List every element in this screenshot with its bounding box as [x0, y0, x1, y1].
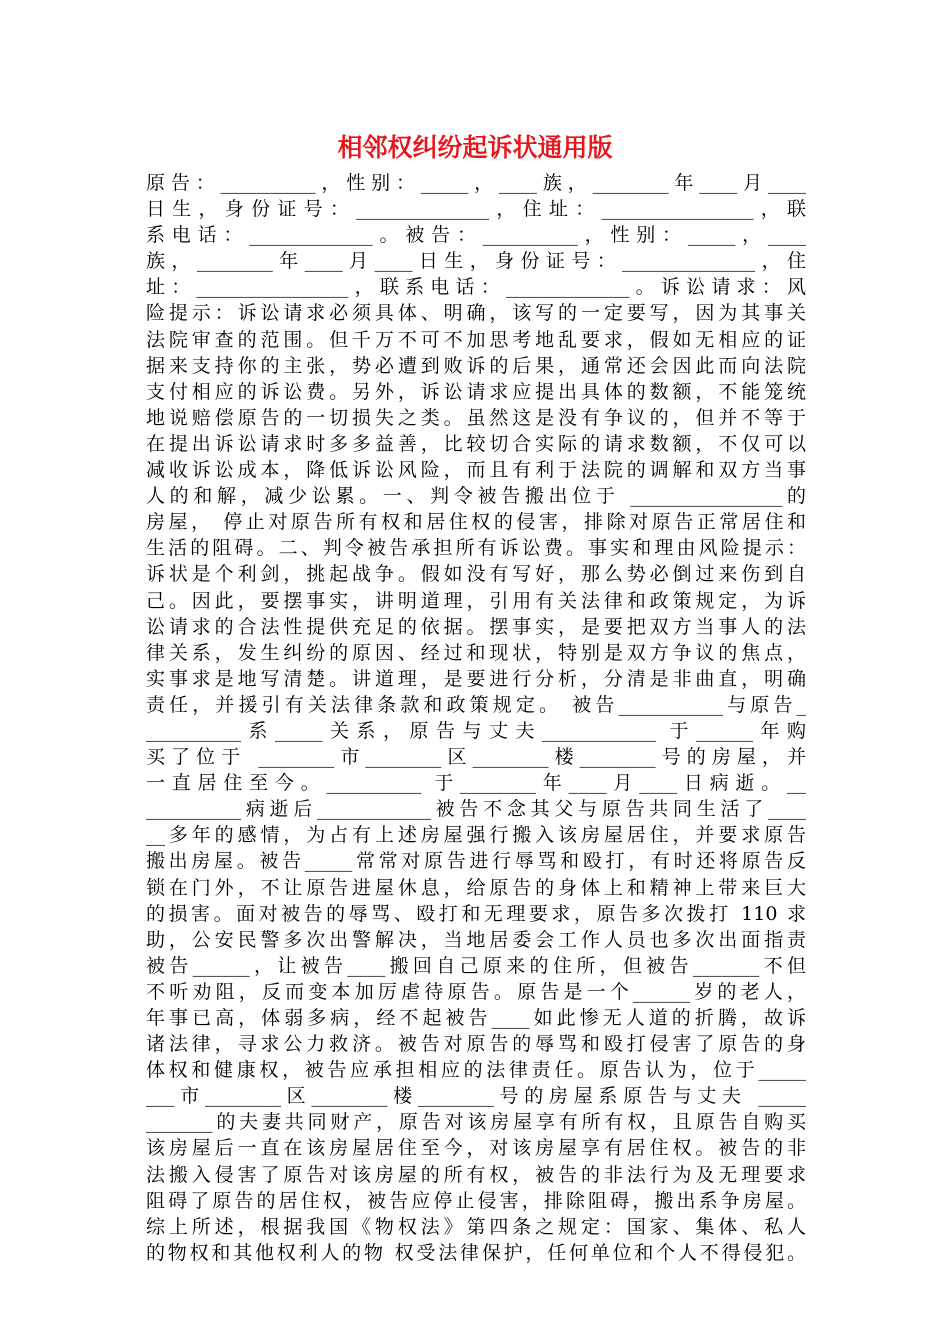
body-line: 年事已高，体弱多病，经不起被告____如此惨无人道的折腾，故诉 [146, 1007, 806, 1029]
body-line: 搬出房屋。被告_____常常对原告进行辱骂和殴打，有时还将原告反 [146, 850, 806, 873]
body-line: 的物权和其他权利人的物 权受法律保护，任何单位和个人不得侵犯。 [146, 1241, 806, 1264]
body-line: 讼请求的合法性提供充足的依据。摆事实，是要把双方当事人的法 [146, 615, 806, 638]
body-line: 房屋， 停止对原告所有权和居住权的侵害，排除对原告正常居住和 [146, 511, 806, 534]
body-line: __________系_____关系，原告与丈夫____________ 于______年购 [146, 719, 806, 742]
body-line: 址：________________，联系电话：_____________。诉讼请求：风 [146, 276, 806, 299]
body-line: 法院审查的范围。但千万不可不加思考地乱要求，假如无相应的证 [146, 328, 806, 351]
body-line: 支付相应的诉讼费。另外，诉讼请求应提出具体的数额，不能笼统 [146, 380, 806, 403]
body-line: 律关系，发生纠纷的原因、经过和现状，特别是双方争议的焦点， [146, 641, 806, 664]
body-line: __多年的感情，为占有上述房屋强行搬入该房屋居住，并要求原告 [146, 824, 806, 847]
body-line: 不听劝阻，反而变本加厉虐待原告。原告是一个______岁的老人， [146, 980, 806, 1003]
body-line: __________病逝后____________被告不念其父与原告共同生活了____ [146, 798, 806, 821]
body-line: 实事求是地写清楚。讲道理，是要进行分析，分清是非曲直，明确 [146, 667, 806, 690]
body-line: 人的和解，减少讼累。一、判令被告搬出位于 ________________的 [146, 485, 806, 508]
body-line: 被告______，让被告____搬回自己原来的住所，但被告_______不但 [146, 954, 806, 977]
body-line: 族，________年____月____日生，身份证号：______________，住 [146, 250, 806, 273]
body-line: 锁在门外，不让原告进屋休息，给原告的身体上和精神上带来巨大 [146, 876, 806, 899]
body-line: 原告：__________，性别：_____，____族，________年____月____ [146, 172, 806, 194]
body-line: 险提示：诉讼请求必须具体、明确，该写的一定要写，因为其事关 [146, 302, 806, 325]
body-line: 体权和健康权，被告应承担相应的法律责任。原告认为，位于_____ [146, 1059, 806, 1082]
body-line: 生活的阻碍。二、判令被告承担所有诉讼费。事实和理由风险提示： [146, 537, 806, 560]
body-line: 减收诉讼成本，降低诉讼风险，而且有利于法院的调解和双方当事 [146, 459, 806, 482]
body-line: 责任，并援引有关法律条款和政策规定。 被告___________与原告_ [146, 693, 806, 716]
body-line: ___市________区________楼________号的房屋系原告与丈夫 _____ [146, 1085, 806, 1108]
body-line: 系电话：_____________。被告：__________，性别：_____，____ [146, 224, 806, 247]
body-line: 地说赔偿原告的一切损失之类。虽然这是没有争议的，但并不等于 [146, 406, 806, 429]
body-line: _______的夫妻共同财产，原告对该房屋享有所有权，且原告自购买 [146, 1111, 806, 1134]
body-line: 阻碍了原告的居住权，被告应停止侵害，排除阻碍，搬出系争房屋。 [146, 1189, 806, 1212]
body-line: 诸法律，寻求公力救济。被告对原告的辱骂和殴打侵害了原告的身 [146, 1033, 806, 1056]
body-line: 的损害。面对被告的辱骂、殴打和无理要求，原告多次拨打 110 求 [146, 902, 806, 925]
body-line: 一直居住至今。__________ 于________年____月____日病逝。__ [146, 772, 806, 795]
body-line: 助，公安民警多次出警解决，当地居委会工作人员也多次出面指责 [146, 928, 806, 951]
document-title: 相邻权纠纷起诉状通用版 [337, 133, 613, 162]
body-line: 诉状是个利剑，挑起战争。假如没有写好，那么势必倒过来伤到自 [146, 563, 806, 586]
body-line: 在提出诉讼请求时多多益善，比较切合实际的请求数额，不仅可以 [146, 432, 806, 455]
body-line: 该房屋后一直在该房屋居住至今，对该房屋享有居住权。被告的非 [146, 1137, 806, 1160]
document-body [146, 170, 806, 1266]
body-line: 己。因此，要摆事实，讲明道理，引用有关法律和政策规定，为诉 [146, 589, 806, 612]
body-line: 买了位于 ________市________区________楼________号的房屋，并 [146, 746, 806, 769]
body-line: 法搬入侵害了原告对该房屋的所有权，被告的非法行为及无理要求 [146, 1163, 806, 1186]
body-line: 日生，身份证号：______________，住址：________________，联 [146, 198, 806, 221]
body-line: 综上所述，根据我国《物权法》第四条之规定：国家、集体、私人 [146, 1215, 806, 1238]
body-line: 据来支持你的主张，势必遭到败诉的后果，通常还会因此而向法院 [146, 354, 806, 377]
